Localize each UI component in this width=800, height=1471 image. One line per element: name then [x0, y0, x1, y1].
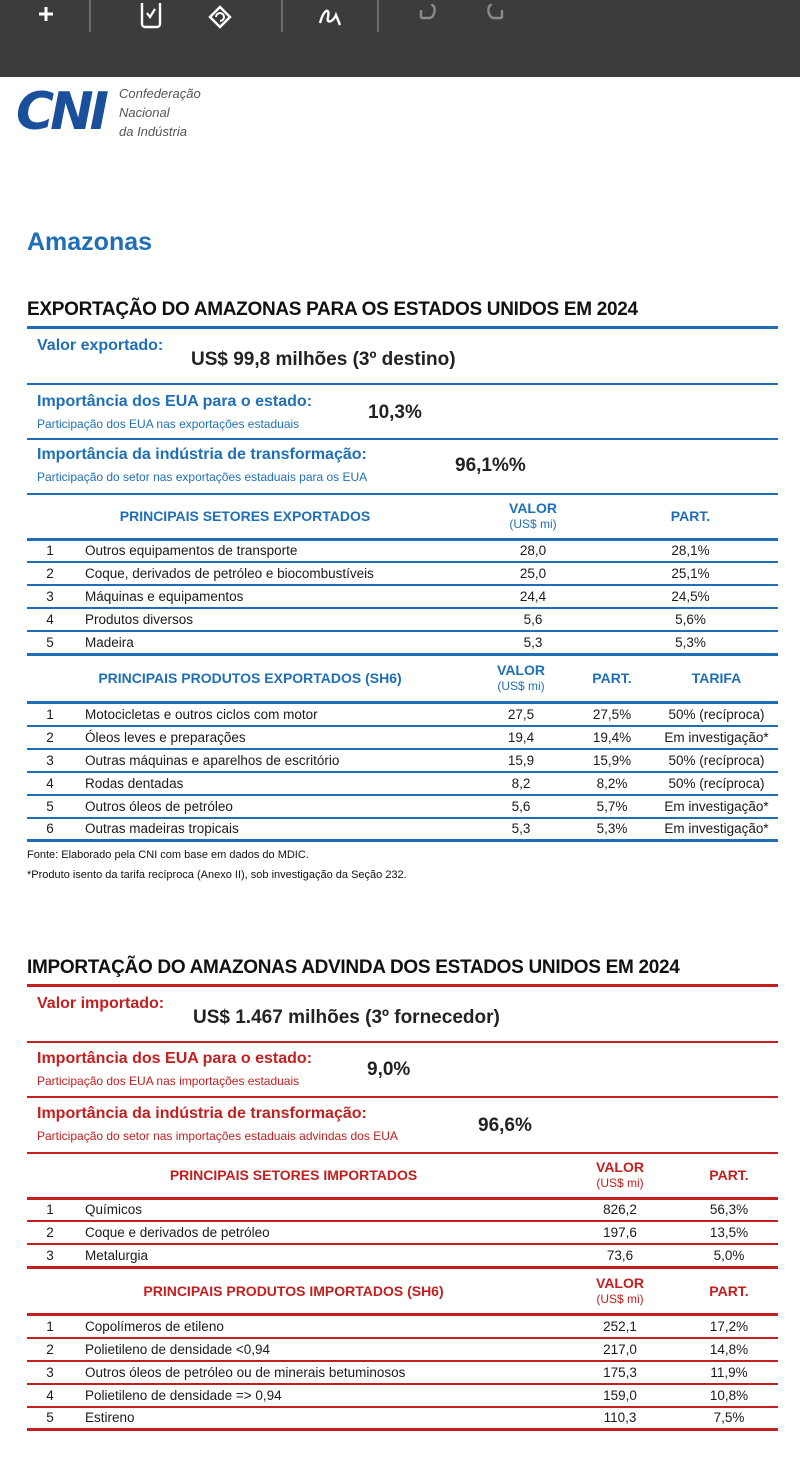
- row-name: Químicos: [85, 1202, 143, 1218]
- row-value: 28,0: [519, 543, 547, 559]
- row-rank: 4: [46, 775, 54, 791]
- row-rank: 2: [46, 1341, 54, 1357]
- row-value: 24,4: [519, 589, 547, 604]
- row-part: 5,7%: [596, 798, 628, 814]
- row-value: 5,6: [523, 612, 543, 627]
- row-value: 5,6: [511, 798, 531, 814]
- table-row: [27, 818, 778, 841]
- table-row: [27, 562, 778, 585]
- col-value-header: [463, 495, 603, 539]
- import-importance-block: [27, 1043, 778, 1098]
- table-row: [27, 1384, 778, 1407]
- col-value-unit: (US$ mi): [509, 517, 557, 532]
- import-importance-value: 9,0%: [367, 1059, 411, 1080]
- export-importance-value: 10,3%: [368, 402, 422, 423]
- import-industry-label: Importância da indústria de transformação:: [37, 1105, 367, 1122]
- row-value: 5,3: [511, 821, 531, 837]
- import-importance-label: Importância dos EUA para o estado:: [37, 1050, 313, 1067]
- row-tariff: 50% (recíproca): [668, 775, 765, 791]
- export-sectors-table: [27, 495, 778, 656]
- table-row: [27, 772, 778, 795]
- export-importance-sub: Participação dos EUA nas exportações estaduais: [37, 417, 300, 431]
- table-row: [27, 703, 778, 726]
- logo-line: Nacional: [119, 105, 170, 120]
- export-products-table: [27, 656, 778, 843]
- row-name: Polietileno de densidade <0,94: [85, 1341, 271, 1357]
- row-name: Copolímeros de etileno: [85, 1318, 224, 1334]
- row-rank: 1: [46, 706, 54, 722]
- row-part: 13,5%: [709, 1225, 749, 1240]
- row-name: Metalurgia: [85, 1247, 149, 1263]
- col-value-label: VALOR: [596, 1159, 644, 1176]
- row-part: 8,2%: [596, 775, 628, 791]
- export-industry-label: Importância da indústria de transformação:: [37, 446, 367, 463]
- col-value-label: VALOR: [596, 1274, 644, 1291]
- row-name: Outras madeiras tropicais: [85, 821, 239, 837]
- rotate-icon[interactable]: [200, 0, 240, 34]
- import-industry-sub: Participação do setor nas importações estaduais advindas dos EUA: [37, 1129, 398, 1143]
- row-value: 8,2: [511, 775, 531, 791]
- col-part-header: PART.: [709, 1282, 749, 1299]
- col-value-label: VALOR: [509, 500, 557, 517]
- logo-line: da Indústria: [119, 124, 187, 139]
- row-value: 15,9: [507, 752, 535, 768]
- export-products-header: PRINCIPAIS PRODUTOS EXPORTADOS (SH6): [98, 670, 402, 687]
- row-rank: 2: [46, 566, 54, 581]
- col-part-header: PART.: [670, 508, 711, 525]
- table-row: [27, 1407, 778, 1430]
- row-tariff: 50% (recíproca): [668, 752, 765, 768]
- import-industry-block: [27, 1098, 778, 1154]
- table-row: [27, 608, 778, 631]
- logo-line: Confederação: [119, 86, 201, 101]
- row-rank: 1: [46, 543, 54, 559]
- table-row: [27, 1198, 778, 1221]
- undo-icon[interactable]: [408, 0, 448, 34]
- row-rank: 6: [46, 821, 54, 837]
- row-rank: 4: [46, 612, 54, 627]
- row-part: 28,1%: [671, 543, 710, 559]
- row-tariff: 50% (recíproca): [668, 706, 765, 722]
- table-row: [27, 1338, 778, 1361]
- source-note: Fonte: Elaborado pela CNI com base em dados do MDIC.: [27, 849, 309, 861]
- export-notes: [27, 842, 778, 885]
- row-part: 27,5%: [592, 706, 632, 722]
- table-row: [27, 1315, 778, 1338]
- col-value-unit: (US$ mi): [596, 1291, 644, 1306]
- row-value: 159,0: [603, 1387, 637, 1403]
- row-rank: 3: [46, 752, 54, 768]
- row-name: Outros óleos de petróleo ou de minerais betuminosos: [85, 1364, 406, 1380]
- col-tariff-header: TARIFA: [691, 670, 742, 687]
- table-row: [27, 1221, 778, 1244]
- export-industry-value: 96,1%%: [455, 455, 526, 476]
- import-value-label: Valor importado:: [37, 995, 165, 1012]
- plus-icon[interactable]: [26, 0, 66, 34]
- col-value-header: [473, 656, 569, 703]
- row-name: Produtos diversos: [85, 612, 194, 627]
- row-name: Estireno: [85, 1410, 135, 1426]
- table-row: [27, 749, 778, 772]
- import-sectors-header: PRINCIPAIS SETORES IMPORTADOS: [169, 1167, 418, 1184]
- row-value: 73,6: [606, 1247, 634, 1263]
- export-sectors-header: PRINCIPAIS SETORES EXPORTADOS: [119, 508, 371, 525]
- row-name: Máquinas e equipamentos: [85, 589, 244, 604]
- row-rank: 2: [46, 729, 54, 745]
- row-part: 19,4%: [592, 729, 632, 745]
- row-part: 56,3%: [709, 1202, 749, 1218]
- row-rank: 2: [46, 1225, 54, 1240]
- row-name: Motocicletas e outros ciclos com motor: [85, 706, 318, 722]
- row-rank: 1: [46, 1318, 54, 1334]
- row-rank: 5: [46, 634, 54, 650]
- row-rank: 3: [46, 589, 54, 604]
- row-name: Rodas dentadas: [85, 775, 184, 791]
- row-rank: 3: [46, 1247, 54, 1263]
- row-value: 110,3: [603, 1410, 637, 1426]
- col-part-header: PART.: [592, 670, 632, 687]
- export-value: US$ 99,8 milhões (3º destino): [191, 349, 456, 370]
- table-row: [27, 795, 778, 818]
- logo-caption: [119, 84, 201, 141]
- toolbar-divider: [281, 0, 283, 32]
- import-value-block: [27, 987, 778, 1043]
- row-value: 27,5: [507, 706, 535, 722]
- row-name: Outros óleos de petróleo: [85, 798, 233, 814]
- row-part: 5,3%: [596, 821, 628, 837]
- row-name: Coque e derivados de petróleo: [85, 1225, 270, 1240]
- import-industry-value: 96,6%: [478, 1115, 532, 1136]
- row-value: 252,1: [603, 1318, 637, 1334]
- row-value: 25,0: [519, 566, 547, 581]
- editor-toolbar: [0, 0, 800, 77]
- row-rank: 1: [46, 1202, 54, 1218]
- table-row: [27, 1244, 778, 1267]
- row-value: 175,3: [603, 1364, 637, 1380]
- table-row: [27, 631, 778, 654]
- row-tariff: Em investigação*: [664, 798, 769, 814]
- signature-icon[interactable]: [310, 0, 350, 34]
- row-value: 19,4: [507, 729, 535, 745]
- export-importance-label: Importância dos EUA para o estado:: [37, 393, 313, 410]
- col-value-label: VALOR: [497, 662, 545, 679]
- import-importance-sub: Participação dos EUA nas importações estaduais: [37, 1074, 300, 1088]
- row-tariff: Em investigação*: [664, 821, 769, 837]
- export-value-label: Valor exportado:: [37, 337, 164, 354]
- col-value-header: [560, 1269, 680, 1315]
- row-part: 14,8%: [709, 1341, 749, 1357]
- row-value: 217,0: [603, 1341, 637, 1357]
- import-title: IMPORTAÇÃO DO AMAZONAS ADVINDA DOS ESTADOS UNIDOS EM 2024: [27, 956, 778, 987]
- page-title: Amazonas: [27, 228, 153, 256]
- row-name: Polietileno de densidade => 0,94: [85, 1387, 282, 1403]
- import-products-table: [27, 1269, 778, 1432]
- export-industry-sub: Participação do setor nas exportações estaduais para os EUA: [37, 470, 368, 484]
- row-part: 11,9%: [710, 1364, 748, 1380]
- table-row: [27, 726, 778, 749]
- row-name: Madeira: [85, 634, 134, 650]
- redo-icon[interactable]: [475, 0, 515, 34]
- import-sectors-table: [27, 1154, 778, 1269]
- row-part: 25,1%: [671, 566, 710, 581]
- col-value-header: [560, 1154, 680, 1198]
- row-part: 17,2%: [709, 1318, 749, 1334]
- toolbar-divider: [89, 0, 91, 32]
- export-title: EXPORTAÇÃO DO AMAZONAS PARA OS ESTADOS UNIDOS EM 2024: [27, 298, 778, 329]
- cni-logo: [16, 82, 276, 142]
- import-section: [27, 956, 778, 1431]
- export-value-block: [27, 329, 778, 385]
- row-value: 5,3: [523, 634, 543, 650]
- row-part: 5,3%: [675, 634, 706, 650]
- row-part: 15,9%: [592, 752, 632, 768]
- footnote: *Produto isento da tarifa recíproca (Anexo II), sob investigação da Seção 232.: [27, 869, 407, 881]
- row-value: 197,6: [603, 1225, 637, 1240]
- row-rank: 3: [46, 1364, 54, 1380]
- row-rank: 5: [46, 798, 54, 814]
- export-section: [27, 298, 778, 885]
- col-value-unit: (US$ mi): [497, 679, 545, 694]
- col-value-unit: (US$ mi): [596, 1176, 644, 1191]
- row-part: 24,5%: [671, 589, 710, 604]
- col-part-header: PART.: [709, 1167, 749, 1184]
- row-name: Outros equipamentos de transporte: [85, 543, 298, 559]
- table-row: [27, 539, 778, 562]
- mobile-icon[interactable]: [131, 0, 171, 34]
- row-part: 5,0%: [713, 1247, 745, 1263]
- table-row: [27, 585, 778, 608]
- row-name: Coque, derivados de petróleo e biocombustíveis: [85, 566, 374, 581]
- toolbar-divider: [377, 0, 379, 32]
- row-rank: 4: [46, 1387, 54, 1403]
- table-row: [27, 1361, 778, 1384]
- logo-mark: CNI: [16, 82, 106, 142]
- export-importance-block: [27, 385, 778, 440]
- row-rank: 5: [46, 1410, 54, 1426]
- row-value: 826,2: [603, 1202, 637, 1218]
- import-value: US$ 1.467 milhões (3º fornecedor): [193, 1007, 500, 1028]
- row-part: 7,5%: [713, 1410, 745, 1426]
- row-part: 5,6%: [675, 612, 706, 627]
- row-tariff: Em investigação*: [664, 729, 769, 745]
- export-industry-block: [27, 440, 778, 495]
- row-name: Outras máquinas e aparelhos de escritório: [85, 752, 340, 768]
- row-name: Óleos leves e preparações: [85, 729, 246, 745]
- row-part: 10,8%: [709, 1387, 749, 1403]
- import-products-header: PRINCIPAIS PRODUTOS IMPORTADOS (SH6): [143, 1282, 444, 1299]
